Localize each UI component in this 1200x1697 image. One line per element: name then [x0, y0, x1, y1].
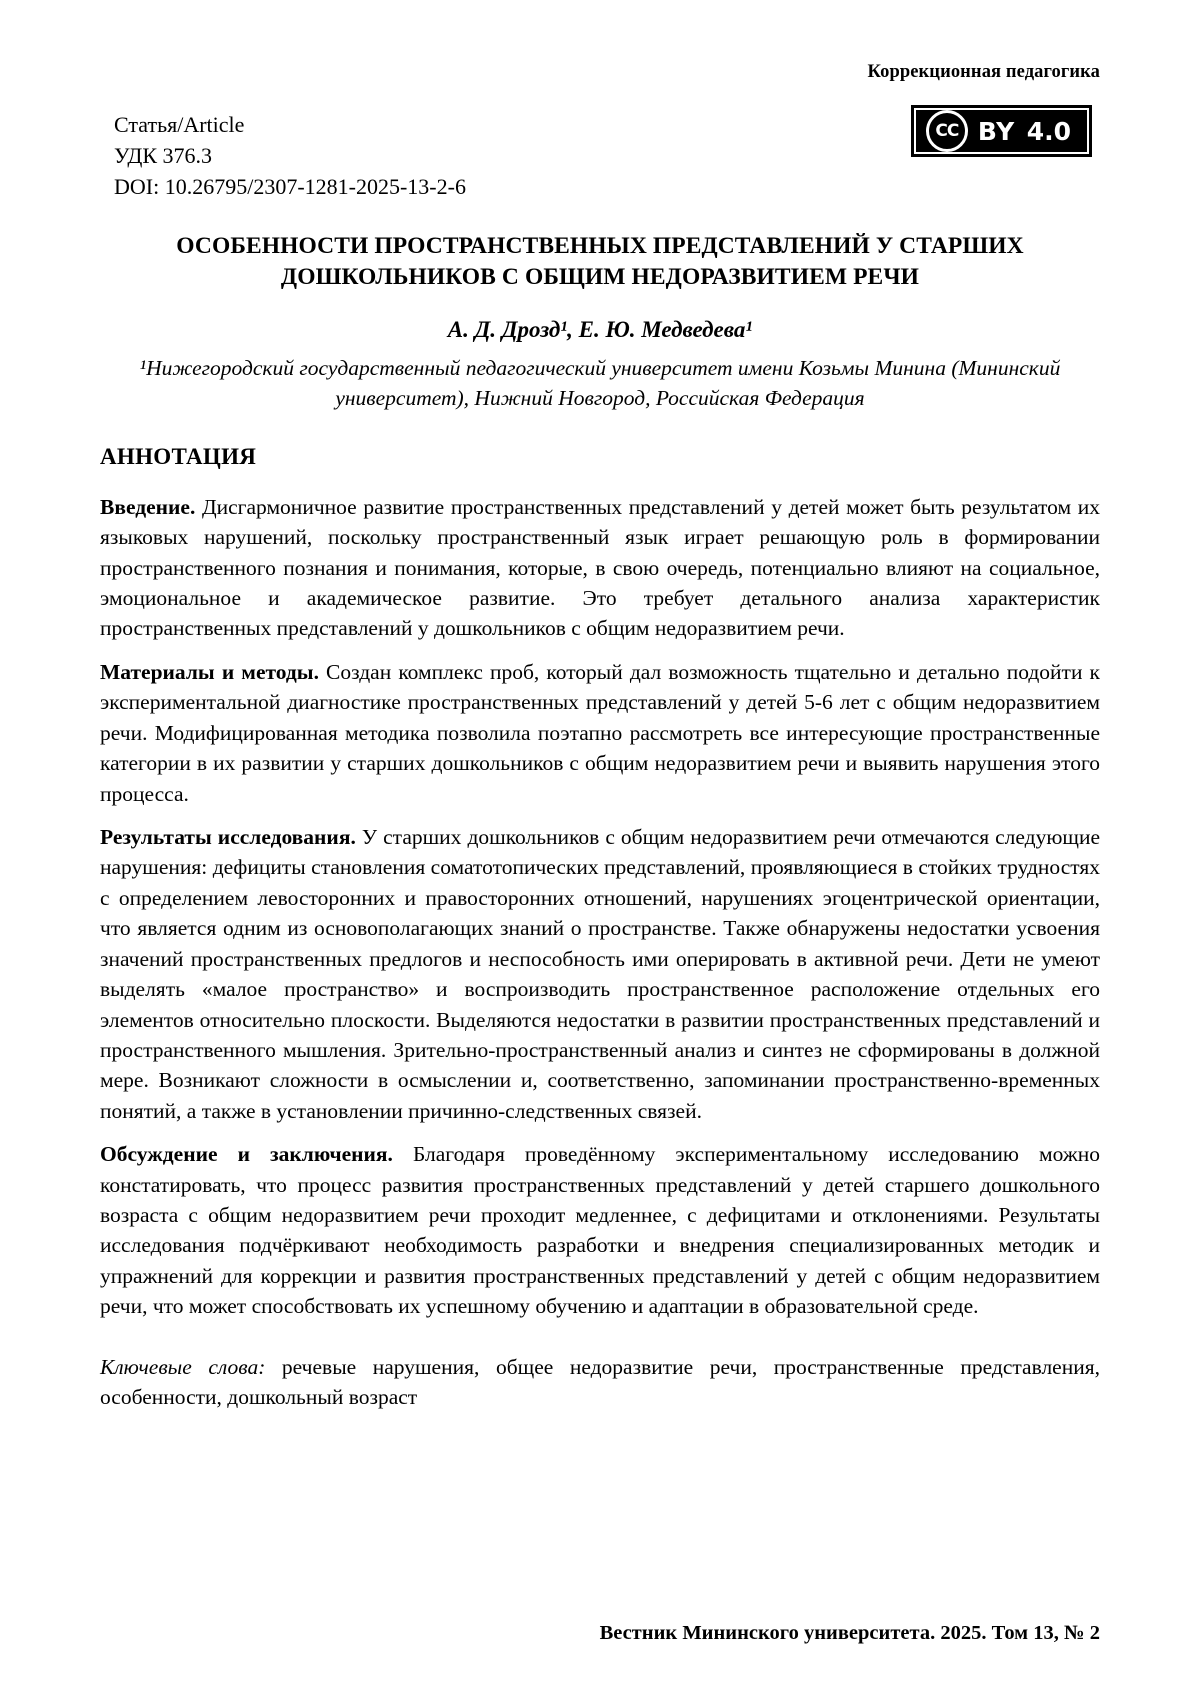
- article-meta-row: [100, 105, 1100, 203]
- creative-commons-badge: [911, 105, 1092, 157]
- journal-rubric: Коррекционная педагогика: [867, 62, 1100, 82]
- paragraph-lead: Материалы и методы.: [100, 659, 319, 684]
- article-type: Статья/Article: [114, 112, 245, 137]
- license-by-label: BY: [977, 116, 1015, 146]
- creative-commons-icon: CC: [926, 110, 968, 152]
- paragraph-text: Благодаря проведённому экспериментальному исследованию можно констатировать, что процесс развития пространственных представлений у детей старшего дошкольного возраста с общим недоразвитием речи проходит медленнее, с дефицитами и отклонениями. Результаты исследования подчёркивают необходимость разработки и внедрения специализированных методик и упражнений для коррекции и развития пространственных представлений у детей с общим недоразвитием речи, что может способствовать их успешному обучению и адаптации в образовательной среде.: [100, 1142, 1100, 1319]
- abstract-paragraph: [100, 1139, 1100, 1322]
- authors-line: А. Д. Дрозд¹, Е. Ю. Медведева¹: [447, 316, 753, 342]
- affiliation-line: ¹Нижегородский государственный педагогический университет имени Козьмы Минина (Мининский университет), Нижний Новгород, Российская Федерация: [139, 355, 1061, 411]
- license-version: 4.0: [1026, 116, 1071, 146]
- abstract-paragraph: [100, 492, 1100, 644]
- keywords-text: речевые нарушения, общее недоразвитие речи, пространственные представления, особенности, дошкольный возраст: [100, 1354, 1100, 1410]
- paragraph-text: Создан комплекс проб, который дал возможность тщательно и детально подойти к экспериментальной диагностике пространственных представлений у детей 5-6 лет с общим недоразвитием речи. Модифицированная методика позволила поэтапно рассмотреть все интересующие пространственные категории в их развитии у старших дошкольников с общим недоразвитием речи и выявить нарушения этого процесса.: [100, 659, 1101, 806]
- udk-code: УДК 376.3: [114, 143, 213, 169]
- abstract-paragraph: [100, 822, 1100, 1126]
- doi-code: DOI: 10.26795/2307-1281-2025-13-2-6: [114, 174, 466, 200]
- page-title: ОСОБЕННОСТИ ПРОСТРАНСТВЕННЫХ ПРЕДСТАВЛЕНИЙ У СТАРШИХ ДОШКОЛЬНИКОВ С ОБЩИМ НЕДОРАЗВИТИЕМ РЕЧИ: [176, 232, 1024, 290]
- paragraph-text: У старших дошкольников с общим недоразвитием речи отмечаются следующие нарушения: дефициты становления соматотопических представлений, проявляющиеся в стойких трудностях с определением левосторонних и правосторонних отношений, нарушениях эгоцентрической ориентации, что является одним из основополагающих знаний о пространстве. Также обнаружены недостатки усвоения значений пространственных предлогов и неспособность ими оперировать в активной речи. Дети не умеют выделять «малое пространство» и воспроизводить пространственное расположение отдельных его элементов относительно плоскости. Выделяются недостатки в развитии пространственных представлений и пространственного мышления. Зрительно-пространственный анализ и синтез не сформированы в должной мере. Возникают сложности в осмыслении и, соответственно, запоминании пространственно-временных понятий, а также в установлении причинно-следственных связей.: [100, 824, 1100, 1123]
- page-footer: Вестник Мининского университета. 2025. Том 13, № 2: [599, 1622, 1100, 1644]
- abstract-paragraph: [100, 657, 1100, 809]
- abstract-heading: АННОТАЦИЯ: [100, 443, 257, 469]
- article-meta: [100, 105, 466, 203]
- paragraph-lead: Введение.: [100, 494, 196, 519]
- keywords-line: [100, 1352, 1100, 1413]
- keywords-label: Ключевые слова:: [100, 1354, 266, 1379]
- paragraph-text: Дисгармоничное развитие пространственных представлений у детей может быть результатом их языковых нарушений, поскольку пространственный язык играет решающую роль в формировании пространственного познания и понимания, которые, в свою очередь, потенциально влияют на социальное, эмоциональное и академическое развитие. Это требует детального анализа характеристик пространственных представлений у дошкольников с общим недоразвитием речи.: [100, 494, 1100, 641]
- paragraph-lead: Результаты исследования.: [100, 824, 356, 849]
- paragraph-lead: Обсуждение и заключения.: [100, 1142, 393, 1167]
